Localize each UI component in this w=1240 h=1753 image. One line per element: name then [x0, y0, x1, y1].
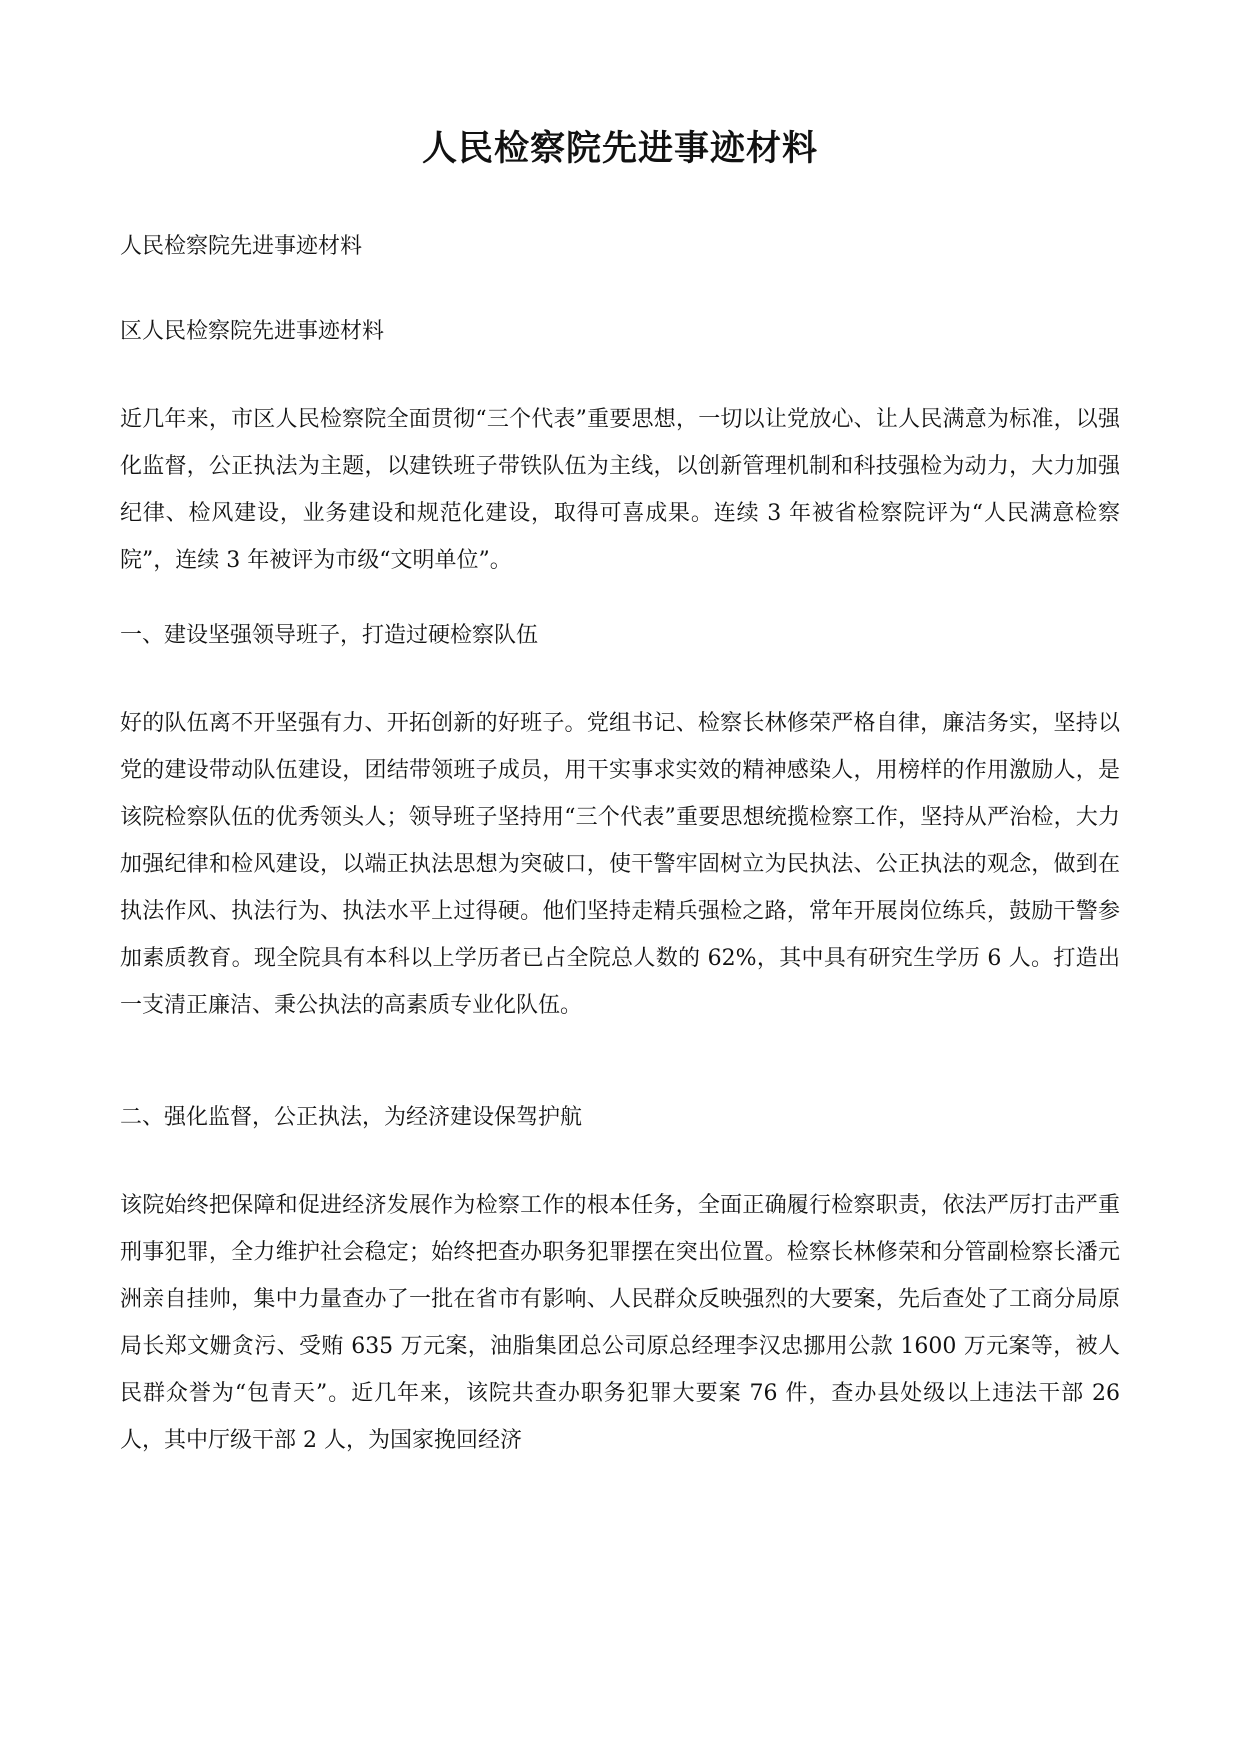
section-2-paragraph: 该院始终把保障和促进经济发展作为检察工作的根本任务，全面正确履行检察职责，依法严厉打击严重刑事犯罪，全力维护社会稳定；始终把查办职务犯罪摆在突出位置。检察长林修荣和分管副检察长潘元洲亲自挂帅，集中力量查办了一批在省市有影响、人民群众反映强烈的大要案，先后查处了工商分局原局长郑文姗贪污、受贿 635 万元案，油脂集团总公司原总经理李汉忠挪用公款 1600 万元案等，被人民群众誉为“包青天”。近几年来，该院共查办职务犯罪大要案 76 件，查办县处级以上违法干部 26 人，其中厅级干部 2 人，为国家挽回经济: [120, 1193, 1120, 1453]
intro-paragraph: 近几年来，市区人民检察院全面贯彻“三个代表”重要思想，一切以让党放心、让人民满意为标准，以强化监督，公正执法为主题，以建铁班子带铁队伍为主线，以创新管理机制和科技强检为动力，大力加强纪律、检风建设，业务建设和规范化建设，取得可喜成果。连续 3 年被省检察院评为“人民满意检察院”，连续 3 年被评为市级“文明单位”。: [120, 407, 1120, 573]
section-2-heading: 二、强化监督，公正执法，为经济建设保驾护航: [120, 1105, 583, 1130]
section-1-paragraph: 好的队伍离不开坚强有力、开拓创新的好班子。党组书记、检察长林修荣严格自律，廉洁务实，坚持以党的建设带动队伍建设，团结带领班子成员，用干实事求实效的精神感染人，用榜样的作用激励人，是该院检察队伍的优秀领头人；领导班子坚持用“三个代表”重要思想统揽检察工作，坚持从严治检，大力加强纪律和检风建设，以端正执法思想为突破口，使干警牢固树立为民执法、公正执法的观念，做到在执法作风、执法行为、执法水平上过得硬。他们坚持走精兵强检之路，常年开展岗位练兵，鼓励干警参加素质教育。现全院具有本科以上学历者已占全院总人数的 62%，其中具有研究生学历 6 人。打造出一支清正廉洁、秉公执法的高素质专业化队伍。: [120, 711, 1120, 1018]
subtitle-2: 区人民检察院先进事迹材料: [120, 319, 385, 344]
section-1-heading: 一、建设坚强领导班子，打造过硬检察队伍: [120, 623, 539, 648]
subtitle-1: 人民检察院先进事迹材料: [120, 234, 363, 259]
document-title: 人民检察院先进事迹材料: [421, 128, 818, 169]
